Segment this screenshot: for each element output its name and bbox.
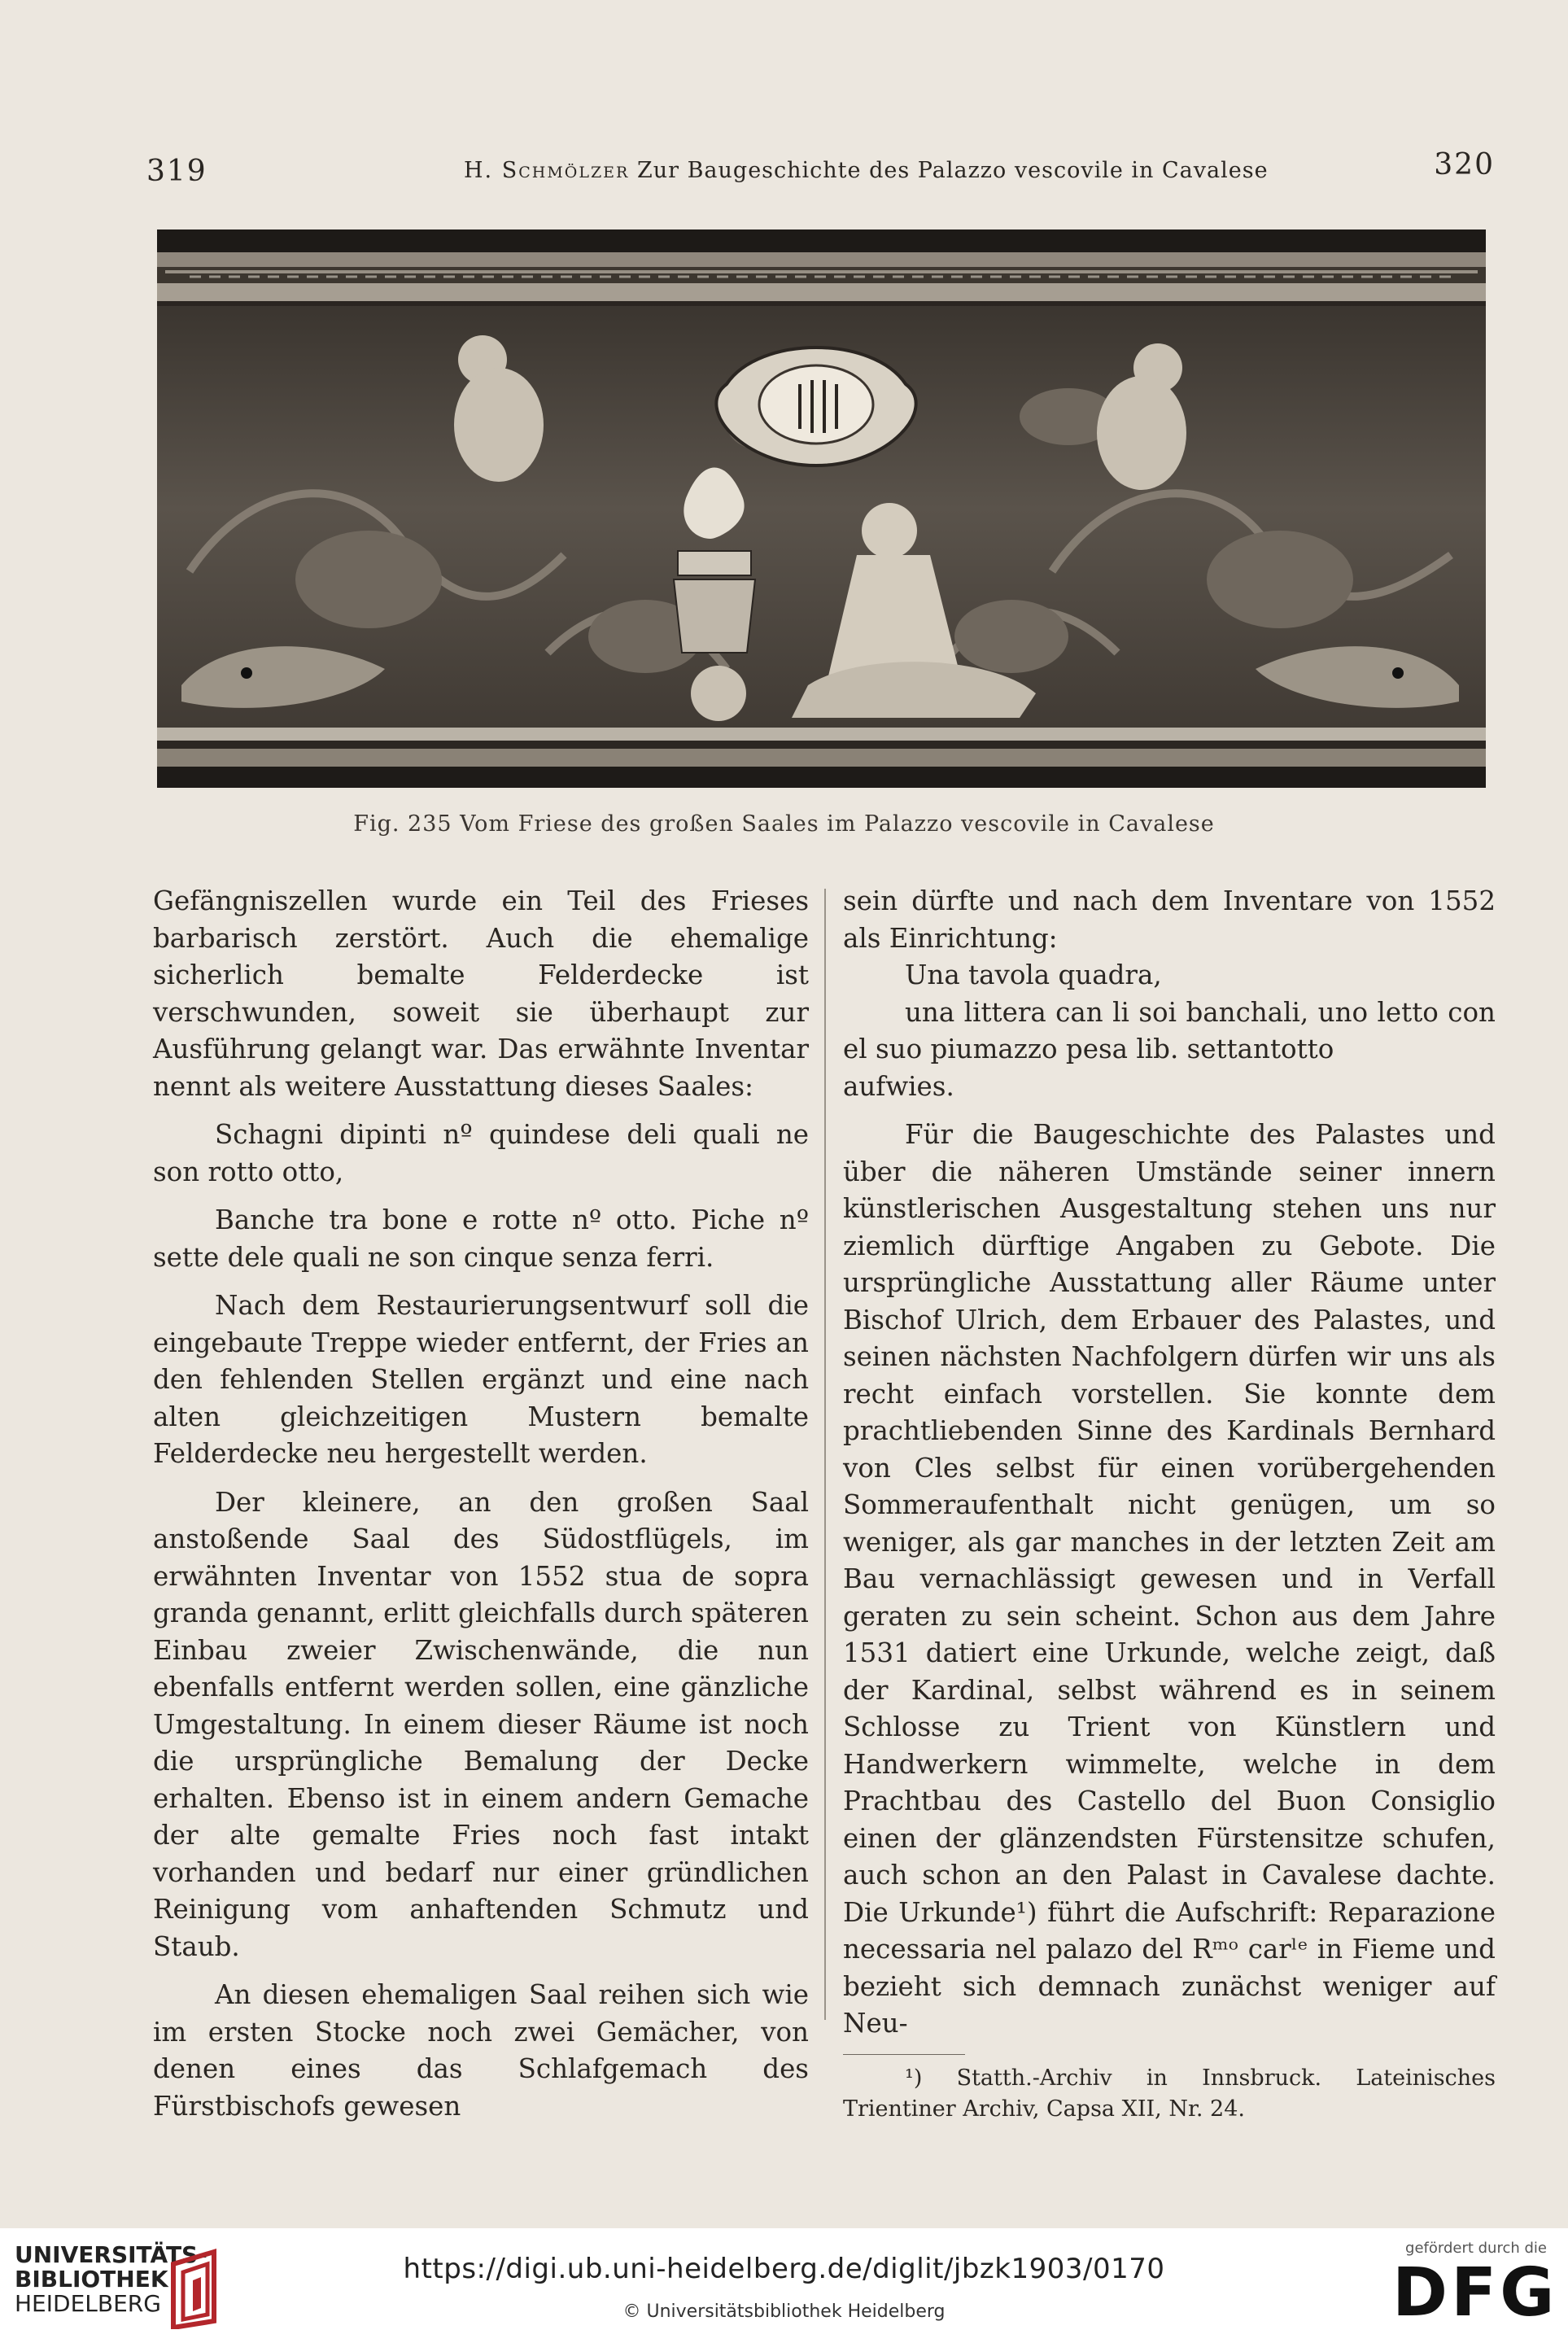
paragraph: sein dürfte und nach dem Inventare von 1552 als Einrichtung: <box>843 885 1496 954</box>
footnote-rule <box>843 2054 965 2055</box>
inventory-quote: una littera can li soi banchali, uno letto con el suo piumazzo pesa lib. settantotto <box>843 996 1496 1064</box>
paragraph: Nach dem Restaurierungsentwurf soll die eingebaute Treppe wieder entfernt, der Fries an den fehlenden Stellen ergänzt und eine nach alten gleichzeitigen Mustern bemalte Felderdecke neu hergestellt werden. <box>153 1290 809 1469</box>
paragraph: Der kleinere, an den großen Saal anstoßende Saal des Südostflügels, im erwähnten Inventar von 1552 stua de sopra granda genannt, erlitt gleichfalls durch späteren Einbau zweier Zwischenwände, die nun ebenfalls entfernt werden sollen, eine gänzliche Umgestaltung. In einem dieser Räume ist noch die ursprüngliche Bemalung der Decke erhalten. Ebenso ist in einem andern Gemache der alte gemalte Fries noch fast intakt vorhanden und bedarf nur einer gründlichen Reinigung vom anhaftenden Schmutz und Staub. <box>153 1486 809 1962</box>
left-column <box>153 883 809 2125</box>
inventory-quote: Schagni dipinti nº quindese deli quali ne son rotto otto, <box>153 1119 809 1187</box>
permalink[interactable]: https://digi.ub.uni-heidelberg.de/diglit/jbzk1903/0170 <box>403 2253 1165 2285</box>
library-name-line2: BIBLIOTHEK <box>15 2266 168 2293</box>
copyright-notice: © Universitätsbibliothek Heidelberg <box>622 2301 946 2322</box>
library-name-line3: HEIDELBERG <box>15 2290 161 2317</box>
figure-caption: Fig. 235 Vom Friese des großen Saales im Palazzo vescovile in Cavalese <box>353 811 1215 837</box>
library-name-line1: UNIVERSITÄTS- <box>15 2241 207 2268</box>
paragraph: Für die Baugeschichte des Palastes und über die näheren Umstände seiner innern künstlerischen Ausgestaltung stehen uns nur ziemlich dürftige Angaben zu Gebote. Die ursprüngliche Ausstattung aller Räume unter Bischof Ulrich, dem Erbauer des Palastes, und seinen nächsten Nachfolgern dürfen wir uns als recht einfach vorstellen. Sie konnte dem prachtliebenden Sinne des Kardinals Bernhard von Cles selbst für einen vorübergehenden Sommeraufenthalt nicht genügen, um so weniger, als gar manches in der letzten Zeit am Bau vernachlässigt gewesen und in Verfall geraten zu sein scheint. Schon aus dem Jahre 1531 datiert eine Urkunde, welche zeigt, daß der Kardinal, selbst während es in seinem Schlosse zu Trient von Künstlern und Handwerkern wimmelte, welche in dem Prachtbau des Castello del Buon Consiglio einen der glänzendsten Fürstensitze schufen, auch schon an den Palast in Cavalese dachte. Die Urkunde¹) führt die Aufschrift: Reparazione necessaria nel palazo del Rᵐᵒ carˡᵉ in Fieme und bezieht sich demnach zunächst weniger auf Neu- <box>843 1119 1496 2039</box>
dfg-wordmark: DFG <box>1392 2254 1558 2332</box>
frieze-illustration <box>157 229 1486 788</box>
dfg-logo[interactable] <box>1392 2240 1558 2332</box>
frieze-photograph <box>157 229 1486 788</box>
funding-label: gefördert durch die <box>1405 2240 1547 2257</box>
page-number-left: 319 <box>146 155 207 188</box>
footnote: ¹) Statth.-Archiv in Innsbruck. Lateinisches Trientiner Archiv, Capsa XII, Nr. 24. <box>843 2065 1496 2122</box>
paragraph: Gefängniszellen wurde ein Teil des Frieses barbarisch zerstört. Auch die ehemalige sicherlich bemalte Felderdecke ist verschwunden, soweit sie überhaupt zur Ausführung gelangt war. Das erwähnte Inventar nennt als weitere Ausstattung dieses Saales: <box>153 885 809 1102</box>
paragraph: aufwies. <box>843 1070 954 1102</box>
page-number-right: 320 <box>1434 148 1495 181</box>
column-rule <box>824 889 826 2020</box>
inventory-quote: Una tavola quadra, <box>905 959 1162 990</box>
paragraph: An diesen ehemaligen Saal reihen sich wie im ersten Stocke noch zwei Gemächer, von denen eines das Schlafgemach des Fürstbischofs gewesen <box>153 1979 809 2122</box>
header-author: H. Schmölzer <box>464 158 630 183</box>
right-column <box>843 883 1496 2125</box>
header-title: Zur Baugeschichte des Palazzo vescovile in Cavalese <box>636 158 1269 183</box>
inventory-quote: Banche tra bone e rotte nº otto. Piche nº sette dele quali ne son cinque senza ferri. <box>153 1204 809 1273</box>
digitization-footer <box>0 2228 1568 2343</box>
running-header <box>0 148 1568 197</box>
running-title <box>464 158 1269 183</box>
